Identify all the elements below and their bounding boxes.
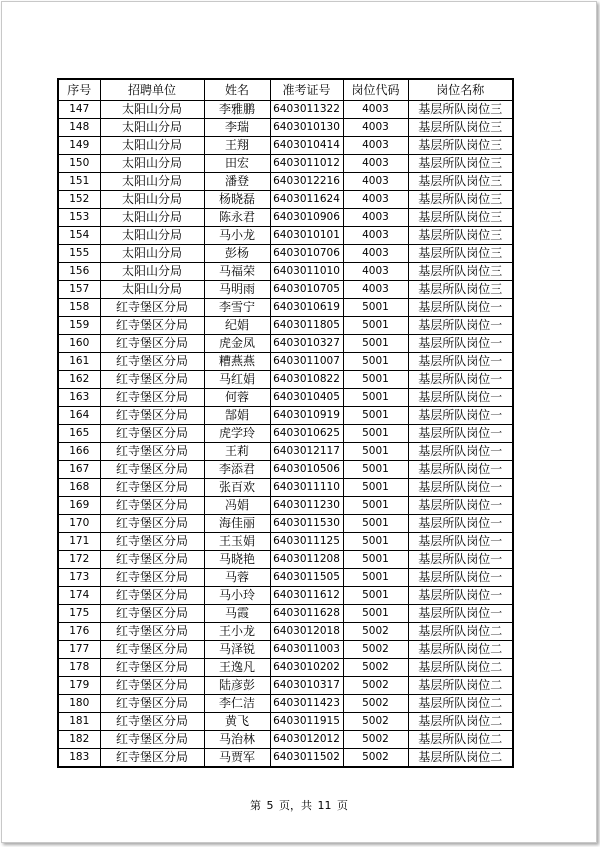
cell-position-name: 基层所队岗位一 xyxy=(408,425,513,443)
cell-exam-number: 6403010619 xyxy=(270,299,343,317)
cell-position-code: 5001 xyxy=(343,551,408,569)
cell-position-code: 4003 xyxy=(343,281,408,299)
cell-name: 杨晓磊 xyxy=(204,191,270,209)
cell-index: 150 xyxy=(58,155,100,173)
cell-index: 171 xyxy=(58,533,100,551)
cell-name: 马红娟 xyxy=(204,371,270,389)
cell-position-name: 基层所队岗位三 xyxy=(408,245,513,263)
cell-name: 糟燕燕 xyxy=(204,353,270,371)
cell-name: 李雪宁 xyxy=(204,299,270,317)
cell-name: 王玉娟 xyxy=(204,533,270,551)
cell-position-code: 5001 xyxy=(343,533,408,551)
cell-index: 176 xyxy=(58,623,100,641)
table-row xyxy=(58,389,513,407)
footer-prefix: 第 xyxy=(250,799,261,812)
cell-unit: 红寺堡区分局 xyxy=(100,389,204,407)
table-row xyxy=(58,443,513,461)
cell-exam-number: 6403010101 xyxy=(270,227,343,245)
cell-position-code: 4003 xyxy=(343,155,408,173)
cell-position-name: 基层所队岗位一 xyxy=(408,605,513,623)
cell-position-name: 基层所队岗位一 xyxy=(408,389,513,407)
cell-exam-number: 6403011612 xyxy=(270,587,343,605)
cell-unit: 红寺堡区分局 xyxy=(100,623,204,641)
cell-position-name: 基层所队岗位二 xyxy=(408,731,513,749)
header-position-code: 岗位代码 xyxy=(343,79,408,101)
cell-index: 180 xyxy=(58,695,100,713)
cell-exam-number: 6403012018 xyxy=(270,623,343,641)
cell-index: 163 xyxy=(58,389,100,407)
cell-unit: 太阳山分局 xyxy=(100,263,204,281)
table-row xyxy=(58,137,513,155)
cell-index: 174 xyxy=(58,587,100,605)
cell-index: 147 xyxy=(58,101,100,119)
table-row xyxy=(58,425,513,443)
cell-position-name: 基层所队岗位二 xyxy=(408,641,513,659)
cell-unit: 红寺堡区分局 xyxy=(100,299,204,317)
cell-exam-number: 6403011230 xyxy=(270,497,343,515)
table-row xyxy=(58,353,513,371)
cell-name: 潘登 xyxy=(204,173,270,191)
cell-index: 183 xyxy=(58,749,100,768)
cell-unit: 太阳山分局 xyxy=(100,245,204,263)
cell-position-code: 5001 xyxy=(343,569,408,587)
cell-name: 李瑞 xyxy=(204,119,270,137)
cell-position-code: 5002 xyxy=(343,677,408,695)
cell-name: 马明雨 xyxy=(204,281,270,299)
cell-index: 177 xyxy=(58,641,100,659)
table-row xyxy=(58,479,513,497)
cell-unit: 太阳山分局 xyxy=(100,155,204,173)
cell-unit: 红寺堡区分局 xyxy=(100,731,204,749)
cell-index: 157 xyxy=(58,281,100,299)
cell-exam-number: 6403011003 xyxy=(270,641,343,659)
cell-position-name: 基层所队岗位三 xyxy=(408,173,513,191)
cell-position-name: 基层所队岗位二 xyxy=(408,623,513,641)
cell-exam-number: 6403010625 xyxy=(270,425,343,443)
cell-position-name: 基层所队岗位一 xyxy=(408,443,513,461)
cell-index: 182 xyxy=(58,731,100,749)
cell-position-name: 基层所队岗位二 xyxy=(408,713,513,731)
cell-position-name: 基层所队岗位三 xyxy=(408,227,513,245)
cell-name: 马贾军 xyxy=(204,749,270,768)
document-page xyxy=(1,1,597,843)
cell-unit: 红寺堡区分局 xyxy=(100,641,204,659)
cell-position-code: 5001 xyxy=(343,443,408,461)
cell-name: 马霞 xyxy=(204,605,270,623)
table-row xyxy=(58,713,513,731)
header-index: 序号 xyxy=(58,79,100,101)
cell-position-name: 基层所队岗位二 xyxy=(408,677,513,695)
cell-position-code: 4003 xyxy=(343,227,408,245)
cell-unit: 红寺堡区分局 xyxy=(100,497,204,515)
cell-position-name: 基层所队岗位三 xyxy=(408,263,513,281)
cell-exam-number: 6403010414 xyxy=(270,137,343,155)
cell-position-name: 基层所队岗位一 xyxy=(408,515,513,533)
cell-position-name: 基层所队岗位三 xyxy=(408,191,513,209)
cell-position-code: 5001 xyxy=(343,335,408,353)
cell-position-name: 基层所队岗位二 xyxy=(408,749,513,768)
cell-position-code: 4003 xyxy=(343,173,408,191)
cell-index: 160 xyxy=(58,335,100,353)
cell-unit: 太阳山分局 xyxy=(100,119,204,137)
cell-exam-number: 6403011915 xyxy=(270,713,343,731)
cell-name: 王莉 xyxy=(204,443,270,461)
cell-position-name: 基层所队岗位二 xyxy=(408,659,513,677)
cell-position-code: 5001 xyxy=(343,317,408,335)
table-row xyxy=(58,281,513,299)
table-row xyxy=(58,641,513,659)
cell-name: 马小玲 xyxy=(204,587,270,605)
cell-index: 151 xyxy=(58,173,100,191)
cell-name: 马蓉 xyxy=(204,569,270,587)
cell-exam-number: 6403010906 xyxy=(270,209,343,227)
cell-position-name: 基层所队岗位三 xyxy=(408,281,513,299)
cell-name: 李仁洁 xyxy=(204,695,270,713)
cell-unit: 红寺堡区分局 xyxy=(100,479,204,497)
cell-exam-number: 6403011505 xyxy=(270,569,343,587)
table-body xyxy=(58,101,513,768)
cell-position-name: 基层所队岗位一 xyxy=(408,551,513,569)
table-header-row xyxy=(58,79,513,101)
cell-exam-number: 6403010327 xyxy=(270,335,343,353)
table-row xyxy=(58,119,513,137)
table-row xyxy=(58,173,513,191)
cell-position-code: 5002 xyxy=(343,659,408,677)
header-position-name: 岗位名称 xyxy=(408,79,513,101)
table-row xyxy=(58,191,513,209)
cell-name: 王小龙 xyxy=(204,623,270,641)
cell-position-code: 4003 xyxy=(343,263,408,281)
table-row xyxy=(58,245,513,263)
cell-position-code: 5001 xyxy=(343,389,408,407)
cell-exam-number: 6403011423 xyxy=(270,695,343,713)
cell-unit: 红寺堡区分局 xyxy=(100,605,204,623)
cell-position-code: 5002 xyxy=(343,641,408,659)
cell-position-name: 基层所队岗位一 xyxy=(408,371,513,389)
cell-position-code: 5001 xyxy=(343,587,408,605)
cell-position-name: 基层所队岗位三 xyxy=(408,209,513,227)
cell-index: 165 xyxy=(58,425,100,443)
cell-position-code: 5001 xyxy=(343,479,408,497)
table-row xyxy=(58,299,513,317)
cell-unit: 红寺堡区分局 xyxy=(100,335,204,353)
cell-index: 149 xyxy=(58,137,100,155)
cell-index: 152 xyxy=(58,191,100,209)
table-row xyxy=(58,371,513,389)
cell-unit: 太阳山分局 xyxy=(100,173,204,191)
cell-index: 178 xyxy=(58,659,100,677)
cell-name: 王翔 xyxy=(204,137,270,155)
cell-position-code: 5002 xyxy=(343,749,408,768)
cell-unit: 红寺堡区分局 xyxy=(100,677,204,695)
cell-exam-number: 6403010130 xyxy=(270,119,343,137)
table-row xyxy=(58,407,513,425)
table-row xyxy=(58,515,513,533)
cell-position-name: 基层所队岗位一 xyxy=(408,299,513,317)
table-row xyxy=(58,533,513,551)
cell-unit: 红寺堡区分局 xyxy=(100,587,204,605)
cell-name: 虎学玲 xyxy=(204,425,270,443)
cell-position-name: 基层所队岗位三 xyxy=(408,101,513,119)
table-row xyxy=(58,695,513,713)
cell-position-code: 5001 xyxy=(343,425,408,443)
cell-index: 166 xyxy=(58,443,100,461)
cell-index: 153 xyxy=(58,209,100,227)
cell-unit: 红寺堡区分局 xyxy=(100,425,204,443)
cell-exam-number: 6403011007 xyxy=(270,353,343,371)
table-row xyxy=(58,659,513,677)
cell-position-code: 5002 xyxy=(343,731,408,749)
table-row xyxy=(58,497,513,515)
cell-index: 170 xyxy=(58,515,100,533)
cell-exam-number: 6403010919 xyxy=(270,407,343,425)
table-row xyxy=(58,605,513,623)
cell-index: 155 xyxy=(58,245,100,263)
footer-suffix: 页 xyxy=(337,799,348,812)
cell-exam-number: 6403011530 xyxy=(270,515,343,533)
cell-unit: 红寺堡区分局 xyxy=(100,407,204,425)
cell-position-code: 4003 xyxy=(343,209,408,227)
cell-position-name: 基层所队岗位一 xyxy=(408,497,513,515)
cell-name: 彭杨 xyxy=(204,245,270,263)
cell-position-code: 5001 xyxy=(343,353,408,371)
cell-exam-number: 6403011624 xyxy=(270,191,343,209)
cell-index: 148 xyxy=(58,119,100,137)
table-row xyxy=(58,101,513,119)
cell-position-name: 基层所队岗位三 xyxy=(408,119,513,137)
cell-position-name: 基层所队岗位一 xyxy=(408,353,513,371)
cell-position-code: 4003 xyxy=(343,191,408,209)
cell-unit: 红寺堡区分局 xyxy=(100,749,204,768)
cell-name: 马福荣 xyxy=(204,263,270,281)
table-row xyxy=(58,587,513,605)
cell-unit: 红寺堡区分局 xyxy=(100,659,204,677)
cell-position-name: 基层所队岗位一 xyxy=(408,569,513,587)
cell-name: 冯娟 xyxy=(204,497,270,515)
table-row xyxy=(58,155,513,173)
table-row xyxy=(58,209,513,227)
cell-index: 169 xyxy=(58,497,100,515)
cell-unit: 太阳山分局 xyxy=(100,227,204,245)
cell-name: 纪娟 xyxy=(204,317,270,335)
cell-index: 154 xyxy=(58,227,100,245)
cell-index: 158 xyxy=(58,299,100,317)
cell-name: 虎金凤 xyxy=(204,335,270,353)
cell-position-code: 5001 xyxy=(343,407,408,425)
cell-name: 陈永君 xyxy=(204,209,270,227)
cell-index: 168 xyxy=(58,479,100,497)
cell-exam-number: 6403010317 xyxy=(270,677,343,695)
cell-exam-number: 6403012117 xyxy=(270,443,343,461)
cell-exam-number: 6403010202 xyxy=(270,659,343,677)
cell-unit: 红寺堡区分局 xyxy=(100,569,204,587)
cell-index: 161 xyxy=(58,353,100,371)
cell-exam-number: 6403012216 xyxy=(270,173,343,191)
cell-unit: 红寺堡区分局 xyxy=(100,551,204,569)
cell-position-code: 5001 xyxy=(343,515,408,533)
cell-index: 162 xyxy=(58,371,100,389)
cell-unit: 太阳山分局 xyxy=(100,281,204,299)
cell-name: 马晓艳 xyxy=(204,551,270,569)
cell-position-code: 5002 xyxy=(343,623,408,641)
cell-unit: 太阳山分局 xyxy=(100,137,204,155)
cell-position-code: 4003 xyxy=(343,245,408,263)
cell-name: 李添君 xyxy=(204,461,270,479)
cell-position-name: 基层所队岗位三 xyxy=(408,137,513,155)
cell-exam-number: 6403010506 xyxy=(270,461,343,479)
cell-position-code: 5001 xyxy=(343,605,408,623)
cell-index: 173 xyxy=(58,569,100,587)
cell-position-name: 基层所队岗位三 xyxy=(408,155,513,173)
cell-index: 159 xyxy=(58,317,100,335)
cell-name: 田宏 xyxy=(204,155,270,173)
cell-position-code: 5001 xyxy=(343,371,408,389)
table-row xyxy=(58,317,513,335)
table-row xyxy=(58,623,513,641)
header-unit: 招聘单位 xyxy=(100,79,204,101)
cell-name: 张百欢 xyxy=(204,479,270,497)
cell-name: 马泽锐 xyxy=(204,641,270,659)
cell-exam-number: 6403011012 xyxy=(270,155,343,173)
cell-index: 164 xyxy=(58,407,100,425)
cell-exam-number: 6403011322 xyxy=(270,101,343,119)
cell-index: 156 xyxy=(58,263,100,281)
table-row xyxy=(58,731,513,749)
table-row xyxy=(58,551,513,569)
cell-exam-number: 6403010405 xyxy=(270,389,343,407)
cell-position-name: 基层所队岗位一 xyxy=(408,407,513,425)
table-row xyxy=(58,461,513,479)
cell-unit: 红寺堡区分局 xyxy=(100,443,204,461)
footer-total-pages: 11 xyxy=(317,799,332,812)
cell-position-name: 基层所队岗位一 xyxy=(408,533,513,551)
cell-position-name: 基层所队岗位一 xyxy=(408,461,513,479)
cell-position-code: 5001 xyxy=(343,461,408,479)
cell-position-code: 4003 xyxy=(343,137,408,155)
cell-position-code: 4003 xyxy=(343,119,408,137)
cell-name: 马治林 xyxy=(204,731,270,749)
table-row xyxy=(58,263,513,281)
cell-position-name: 基层所队岗位一 xyxy=(408,317,513,335)
cell-position-code: 4003 xyxy=(343,101,408,119)
cell-position-code: 5001 xyxy=(343,299,408,317)
cell-unit: 红寺堡区分局 xyxy=(100,317,204,335)
cell-exam-number: 6403010822 xyxy=(270,371,343,389)
cell-unit: 红寺堡区分局 xyxy=(100,461,204,479)
cell-exam-number: 6403010705 xyxy=(270,281,343,299)
table-row xyxy=(58,227,513,245)
cell-name: 海佳丽 xyxy=(204,515,270,533)
cell-position-code: 5002 xyxy=(343,695,408,713)
cell-position-name: 基层所队岗位一 xyxy=(408,479,513,497)
cell-position-name: 基层所队岗位二 xyxy=(408,695,513,713)
cell-name: 李雅鹏 xyxy=(204,101,270,119)
cell-exam-number: 6403011805 xyxy=(270,317,343,335)
cell-position-code: 5002 xyxy=(343,713,408,731)
cell-unit: 太阳山分局 xyxy=(100,209,204,227)
table-row xyxy=(58,749,513,768)
cell-position-name: 基层所队岗位一 xyxy=(408,335,513,353)
footer-page-number: 5 xyxy=(266,799,274,812)
header-name: 姓名 xyxy=(204,79,270,101)
cell-exam-number: 6403011125 xyxy=(270,533,343,551)
footer-middle: 页，共 xyxy=(279,799,312,812)
cell-unit: 太阳山分局 xyxy=(100,191,204,209)
table-row xyxy=(58,677,513,695)
cell-exam-number: 6403011628 xyxy=(270,605,343,623)
cell-exam-number: 6403012012 xyxy=(270,731,343,749)
cell-name: 黄飞 xyxy=(204,713,270,731)
cell-unit: 红寺堡区分局 xyxy=(100,353,204,371)
cell-unit: 红寺堡区分局 xyxy=(100,713,204,731)
table-row xyxy=(58,569,513,587)
cell-exam-number: 6403011208 xyxy=(270,551,343,569)
cell-position-code: 5001 xyxy=(343,497,408,515)
header-exam-number: 准考证号 xyxy=(270,79,343,101)
cell-index: 172 xyxy=(58,551,100,569)
cell-name: 郜娟 xyxy=(204,407,270,425)
cell-index: 179 xyxy=(58,677,100,695)
cell-exam-number: 6403011110 xyxy=(270,479,343,497)
cell-position-name: 基层所队岗位一 xyxy=(408,587,513,605)
cell-unit: 红寺堡区分局 xyxy=(100,371,204,389)
cell-unit: 红寺堡区分局 xyxy=(100,533,204,551)
cell-index: 167 xyxy=(58,461,100,479)
cell-unit: 红寺堡区分局 xyxy=(100,515,204,533)
page-footer xyxy=(2,797,596,813)
cell-exam-number: 6403011010 xyxy=(270,263,343,281)
cell-index: 181 xyxy=(58,713,100,731)
cell-name: 马小龙 xyxy=(204,227,270,245)
cell-index: 175 xyxy=(58,605,100,623)
candidate-table xyxy=(57,78,514,768)
cell-name: 王逸凡 xyxy=(204,659,270,677)
cell-name: 陆彦彭 xyxy=(204,677,270,695)
cell-name: 何蓉 xyxy=(204,389,270,407)
cell-unit: 红寺堡区分局 xyxy=(100,695,204,713)
cell-unit: 太阳山分局 xyxy=(100,101,204,119)
cell-exam-number: 6403010706 xyxy=(270,245,343,263)
cell-exam-number: 6403011502 xyxy=(270,749,343,768)
table-row xyxy=(58,335,513,353)
